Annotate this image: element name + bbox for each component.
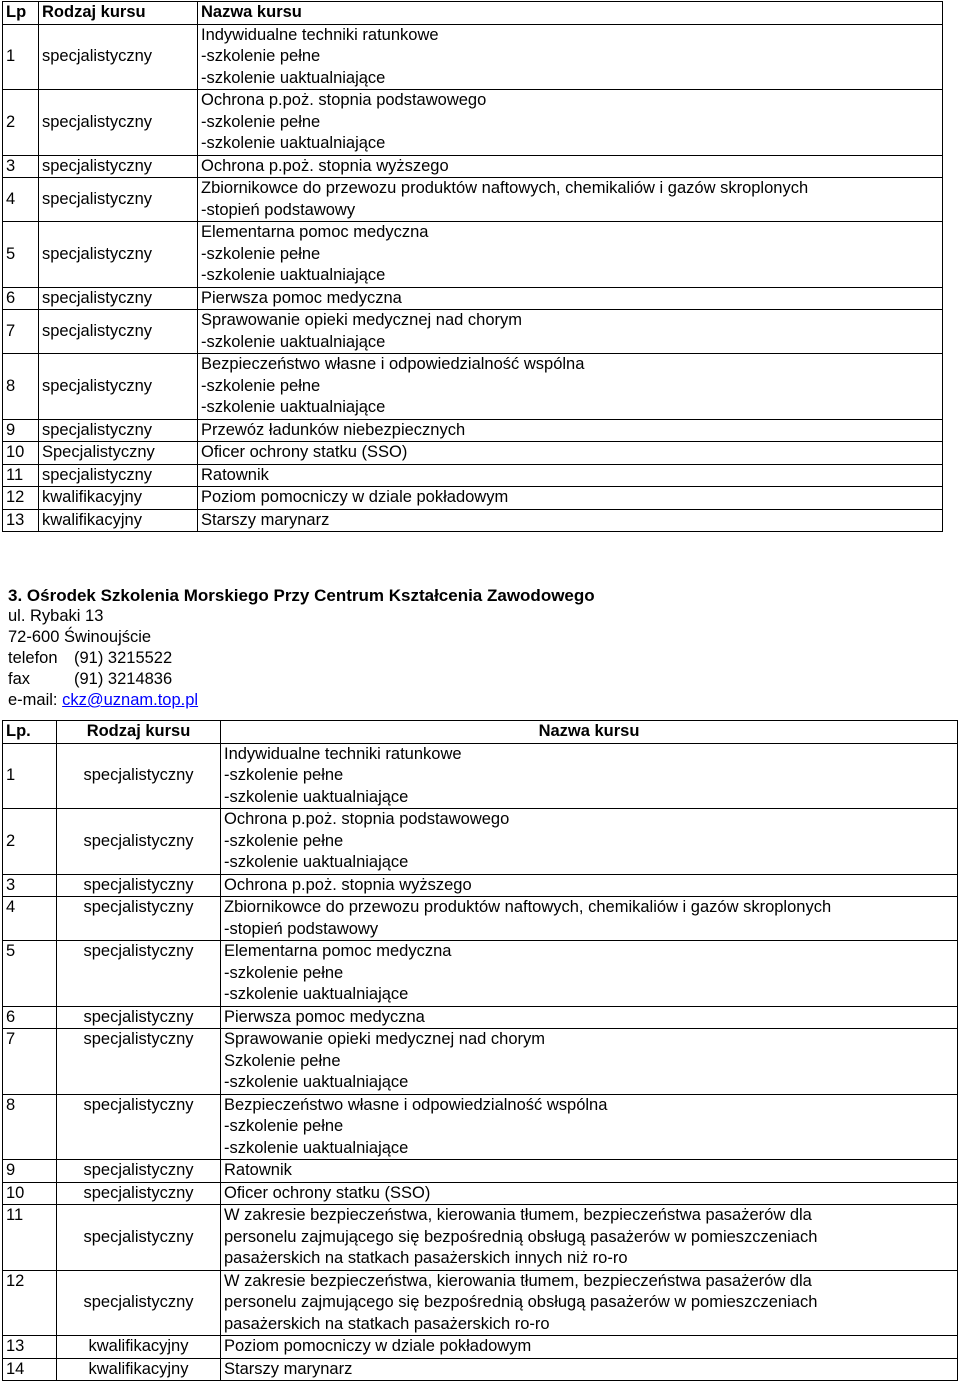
table-row [3,155,943,178]
course-name-line: W zakresie bezpieczeństwa, kierowania tłumem, bezpieczeństwa pasażerów dla [224,1206,812,1224]
course-name-line: Zbiornikowce do przewozu produktów naftowych, chemikaliów i gazów skroplonych [201,179,809,197]
table-row [3,1336,958,1359]
course-name-line: Oficer ochrony statku (SSO) [224,1183,431,1202]
course-name-line: -szkolenie pełne [201,376,321,395]
table-row [3,287,943,310]
row-lp: 2 [3,90,39,156]
row-course-name [221,1160,958,1183]
row-kind: specjalistyczny [39,178,198,222]
row-lp: 6 [3,287,39,310]
row-course-name [198,464,943,487]
row-lp: 14 [3,1358,57,1381]
row-course-name [221,1205,958,1271]
table-row [3,90,943,156]
row-kind: specjalistyczny [39,90,198,156]
row-kind: specjalistyczny [57,809,221,875]
row-lp-text: 11 [6,1206,24,1224]
row-kind: kwalifikacyjny [57,1336,221,1359]
row-lp: 2 [3,809,57,875]
row-course-name [198,155,943,178]
row-course-name [221,874,958,897]
course-name-line: Ochrona p.poż. stopnia podstawowego [201,91,487,109]
course-name-line: -szkolenie uaktualniające [224,853,409,871]
course-name-line: -stopień podstawowy [201,200,356,219]
row-lp: 13 [3,1336,57,1359]
course-name-line: Pierwsza pomoc medyczna [201,288,402,307]
course-name-line: -szkolenie pełne [201,244,321,263]
row-lp: 6 [3,1006,57,1029]
row-kind: specjalistyczny [57,874,221,897]
course-name-line: Bezpieczeństwo własne i odpowiedzialność wspólna [201,355,585,373]
row-kind: specjalistyczny [39,464,198,487]
row-course-name [221,1006,958,1029]
row-kind: specjalistyczny [57,743,221,809]
row-kind: Specjalistyczny [39,442,198,465]
row-lp: 13 [3,509,39,532]
row-course-name [221,743,958,809]
course-name-line: -szkolenie pełne [201,47,321,65]
table-row [3,442,943,465]
table-row [3,1006,958,1029]
course-name-line: -szkolenie pełne [224,1117,344,1135]
row-course-name [221,1336,958,1359]
row-lp: 9 [3,419,39,442]
table-row [3,941,958,1007]
row-kind: specjalistyczny [39,24,198,90]
row-kind: specjalistyczny [57,1182,221,1205]
email-label: e-mail: [8,691,58,709]
course-name-line: -stopień podstawowy [224,919,379,938]
table-row [3,1029,958,1095]
table-header-row [3,2,943,25]
table-row [3,897,958,941]
course-name-line: -szkolenie pełne [201,112,321,131]
header-lp: Lp. [3,721,57,744]
course-name-line: Oficer ochrony statku (SSO) [201,443,408,461]
table-row [3,809,958,875]
row-lp: 11 [3,464,39,487]
table-row [3,1094,958,1160]
row-lp: 4 [3,897,57,941]
table-row [3,1358,958,1381]
row-lp [3,1205,57,1271]
course-name-line: -szkolenie uaktualniające [201,266,386,284]
row-lp: 3 [3,874,57,897]
row-course-name [198,419,943,442]
header-lp: Lp [3,2,39,25]
course-name-line: personelu zajmującego się bezpośrednią obsługą pasażerów w pomieszczeniach [224,1293,818,1311]
course-table-1 [2,1,943,532]
table-row [3,24,943,90]
row-kind: specjalistyczny [57,941,221,1007]
row-lp: 5 [3,222,39,288]
course-name-line: pasażerskich na statkach pasażerskich innych niż ro-ro [224,1249,628,1267]
row-course-name [221,897,958,941]
table-row [3,487,943,510]
course-table-2 [2,720,958,1381]
row-kind: specjalistyczny [39,222,198,288]
row-course-name [221,1358,958,1381]
course-name-line: -szkolenie uaktualniające [201,398,386,416]
course-name-line: Ratownik [201,465,269,484]
row-lp: 7 [3,310,39,354]
course-name-line: Zbiornikowce do przewozu produktów naftowych, chemikaliów i gazów skroplonych [224,898,832,916]
row-course-name [198,354,943,420]
row-lp: 8 [3,354,39,420]
row-kind: specjalistyczny [57,1205,221,1271]
row-kind: specjalistyczny [57,1094,221,1160]
course-name-line: -szkolenie uaktualniające [201,134,386,152]
course-name-line: personelu zajmującego się bezpośrednią obsługą pasażerów w pomieszczeniach [224,1227,818,1246]
fax-label: fax [8,670,31,688]
row-course-name [198,90,943,156]
fax-number: (91) 3214836 [74,670,173,688]
header-kind: Rodzaj kursu [39,2,198,25]
table-row [3,464,943,487]
row-course-name [221,1029,958,1095]
course-name-line: W zakresie bezpieczeństwa, kierowania tłumem, bezpieczeństwa pasażerów dla [224,1271,812,1290]
phone-number: (91) 3215522 [74,649,173,667]
table-header-row [3,721,958,744]
course-name-line: -szkolenie uaktualniające [224,1138,409,1157]
row-kind: kwalifikacyjny [39,509,198,532]
course-name-line: Elementarna pomoc medyczna [201,223,429,241]
address-street: ul. Rybaki 13 [8,607,104,625]
row-kind: specjalistyczny [57,1160,221,1183]
row-kind: specjalistyczny [39,287,198,310]
course-name-line: Sprawowanie opieki medycznej nad chorym [224,1030,545,1048]
row-course-name [198,222,943,288]
address-city: 72-600 Świnoujście [8,628,152,646]
course-name-line: Ratownik [224,1161,292,1179]
row-lp: 1 [3,24,39,90]
course-name-line: Ochrona p.poż. stopnia podstawowego [224,810,510,828]
row-lp: 10 [3,1182,57,1205]
row-course-name [221,941,958,1007]
course-name-line: -szkolenie pełne [224,766,344,784]
course-name-line: -szkolenie uaktualniające [224,985,409,1003]
course-name-line: -szkolenie uaktualniające [201,68,386,87]
course-name-line: Poziom pomocniczy w dziale pokładowym [201,488,509,506]
table-row [3,874,958,897]
table-row [3,743,958,809]
email-line [8,690,595,711]
course-name-line: Indywidualne techniki ratunkowe [224,744,462,763]
phone-label: telefon [8,649,58,667]
course-name-line: Sprawowanie opieki medycznej nad chorym [201,311,522,329]
table-row [3,222,943,288]
course-name-line: -szkolenie uaktualniające [201,332,386,351]
course-name-line: -szkolenie uaktualniające [224,1073,409,1091]
course-name-line: Ochrona p.poż. stopnia wyższego [224,875,472,894]
row-kind: specjalistyczny [57,1006,221,1029]
fax-line [8,669,595,690]
row-course-name [198,287,943,310]
table-row [3,354,943,420]
table-row [3,178,943,222]
row-course-name [198,442,943,465]
row-lp: 12 [3,487,39,510]
row-lp: 10 [3,442,39,465]
section-heading: 3. Ośrodek Szkolenia Morskiego Przy Centrum Kształcenia Zawodowego [8,586,595,605]
row-kind: specjalistyczny [57,1029,221,1095]
course-name-line: Ochrona p.poż. stopnia wyższego [201,156,449,175]
course-name-line: -szkolenie pełne [224,963,344,982]
header-name: Nazwa kursu [221,721,958,744]
course-name-line: Poziom pomocniczy w dziale pokładowym [224,1337,532,1355]
row-kind: specjalistyczny [39,419,198,442]
table-row [3,1182,958,1205]
row-course-name [198,178,943,222]
row-lp: 7 [3,1029,57,1095]
course-name-line: Przewóz ładunków niebezpiecznych [201,420,466,439]
row-kind: specjalistyczny [39,354,198,420]
row-course-name [221,1094,958,1160]
table-row [3,1160,958,1183]
course-name-line: -szkolenie pełne [224,831,344,850]
row-course-name [221,1270,958,1336]
course-name-line: Starszy marynarz [224,1359,353,1378]
table-row [3,419,943,442]
phone-line [8,648,595,669]
table-row [3,310,943,354]
row-course-name [198,487,943,510]
row-course-name [198,509,943,532]
course-name-line: Bezpieczeństwo własne i odpowiedzialność wspólna [224,1095,608,1114]
row-lp: 9 [3,1160,57,1183]
row-kind: specjalistyczny [57,1270,221,1336]
row-course-name [198,24,943,90]
row-kind: kwalifikacyjny [39,487,198,510]
table-row [3,1205,958,1271]
row-lp: 1 [3,743,57,809]
row-kind: kwalifikacyjny [57,1358,221,1381]
row-lp: 5 [3,941,57,1007]
course-name-line: Elementarna pomoc medyczna [224,942,452,960]
row-kind: specjalistyczny [39,310,198,354]
header-name: Nazwa kursu [198,2,943,25]
course-name-line: pasażerskich na statkach pasażerskich ro-ro [224,1314,550,1333]
row-lp: 4 [3,178,39,222]
row-course-name [198,310,943,354]
email-link[interactable]: ckz@uznam.top.pl [62,691,199,709]
course-name-line: Indywidualne techniki ratunkowe [201,25,439,44]
row-lp-text: 12 [6,1271,25,1290]
row-course-name [221,1182,958,1205]
course-name-line: Szkolenie pełne [224,1051,341,1070]
row-kind: specjalistyczny [57,897,221,941]
header-kind: Rodzaj kursu [57,721,221,744]
course-name-line: -szkolenie uaktualniające [224,787,409,806]
training-center-info [8,585,595,711]
row-course-name [221,809,958,875]
table-row [3,1270,958,1336]
row-kind: specjalistyczny [39,155,198,178]
row-lp [3,1270,57,1336]
row-lp: 3 [3,155,39,178]
course-name-line: Starszy marynarz [201,510,330,529]
row-lp: 8 [3,1094,57,1160]
table-row [3,509,943,532]
course-name-line: Pierwsza pomoc medyczna [224,1007,425,1026]
